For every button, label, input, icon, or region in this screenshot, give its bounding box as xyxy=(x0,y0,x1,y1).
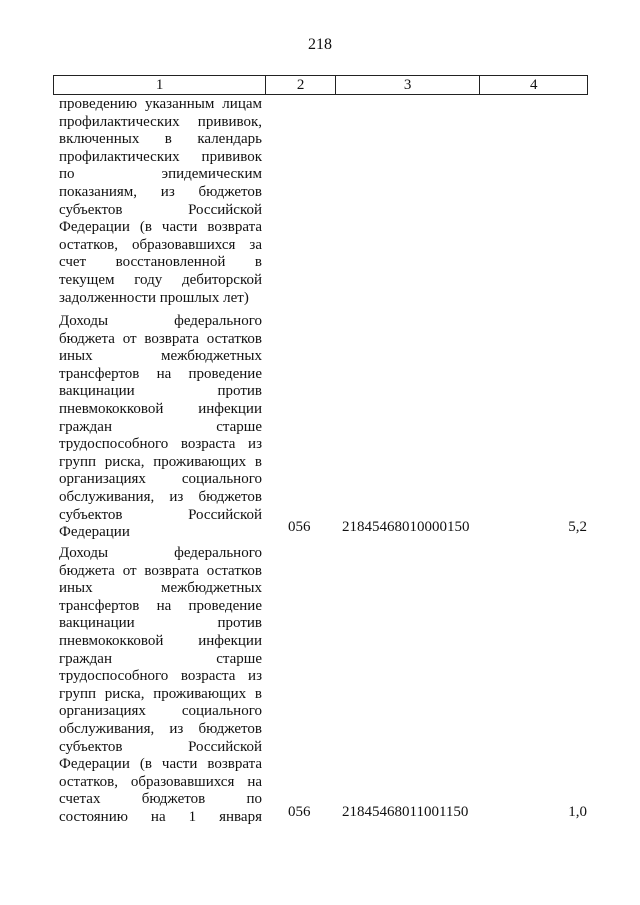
description-line: граждан старше xyxy=(59,650,262,667)
description-line: вакцинации против xyxy=(59,615,262,632)
page-number: 218 xyxy=(308,36,332,53)
description-line: бюджета от возврата остатков xyxy=(59,330,262,347)
description-line: граждан старше xyxy=(59,418,262,435)
description-line: счет восстановленной в xyxy=(59,254,262,271)
description-line: Федерации (в части возврата xyxy=(59,756,262,773)
description-line: Доходы федерального xyxy=(59,313,262,329)
header-col-2: 2 xyxy=(265,76,335,94)
description-line: бюджета от возврата остатков xyxy=(59,562,262,579)
amount-value: 1,0 xyxy=(568,804,587,820)
description-line: Доходы федерального xyxy=(59,545,262,561)
description-line: организациях социального xyxy=(59,471,262,488)
description-line: обслуживания, из бюджетов xyxy=(59,720,262,737)
description-line: групп риска, проживающих в xyxy=(59,685,262,702)
description-line: трудоспособного возраста из xyxy=(59,436,262,453)
row-description xyxy=(59,545,262,827)
description-line: состоянию на 1 января xyxy=(59,808,262,825)
row-description xyxy=(59,313,262,542)
table-row xyxy=(59,545,588,827)
description-line: субъектов Российской xyxy=(59,738,262,755)
description-line: профилактических прививок, xyxy=(59,113,262,130)
description-line: текущем году дебиторской xyxy=(59,271,262,288)
description-line: трансфертов на проведение xyxy=(59,365,262,382)
description-line: пневмококковой инфекции xyxy=(59,400,262,417)
description-line: проведению указанным лицам xyxy=(59,96,262,112)
description-line: остатков, образовавшихся за xyxy=(59,236,262,253)
description-line: счетах бюджетов по xyxy=(59,791,262,808)
admin-code: 056 xyxy=(288,519,311,535)
budget-classification-code: 21845468011001150 xyxy=(342,804,469,820)
description-line: показаниям, из бюджетов xyxy=(59,183,262,200)
description-line: субъектов Российской xyxy=(59,201,262,218)
description-line: субъектов Российской xyxy=(59,506,262,523)
row-description xyxy=(59,96,262,307)
description-line: трудоспособного возраста из xyxy=(59,668,262,685)
description-line: обслуживания, из бюджетов xyxy=(59,488,262,505)
budget-classification-code: 21845468010000150 xyxy=(342,519,470,535)
amount-value: 5,2 xyxy=(568,519,587,535)
table-header xyxy=(53,75,588,95)
description-line: по эпидемическим xyxy=(59,166,262,183)
description-line: задолженности прошлых лет) xyxy=(59,289,249,306)
header-col-3: 3 xyxy=(335,76,479,94)
description-line: остатков, образовавшихся на xyxy=(59,773,262,790)
description-line: вакцинации против xyxy=(59,383,262,400)
description-line: включенных в календарь xyxy=(59,131,262,148)
table-row xyxy=(59,313,588,542)
description-line: Федерации (в части возврата xyxy=(59,219,262,236)
admin-code: 056 xyxy=(288,804,311,820)
description-line: групп риска, проживающих в xyxy=(59,453,262,470)
description-line: иных межбюджетных xyxy=(59,580,262,597)
table-row xyxy=(59,96,588,307)
header-col-1: 1 xyxy=(155,77,164,93)
description-line: трансфертов на проведение xyxy=(59,597,262,614)
description-line: профилактических прививок xyxy=(59,148,262,165)
description-line: пневмококковой инфекции xyxy=(59,632,262,649)
description-line: Федерации xyxy=(59,524,130,541)
header-col-4: 4 xyxy=(479,76,587,94)
description-line: организациях социального xyxy=(59,703,262,720)
description-line: иных межбюджетных xyxy=(59,348,262,365)
